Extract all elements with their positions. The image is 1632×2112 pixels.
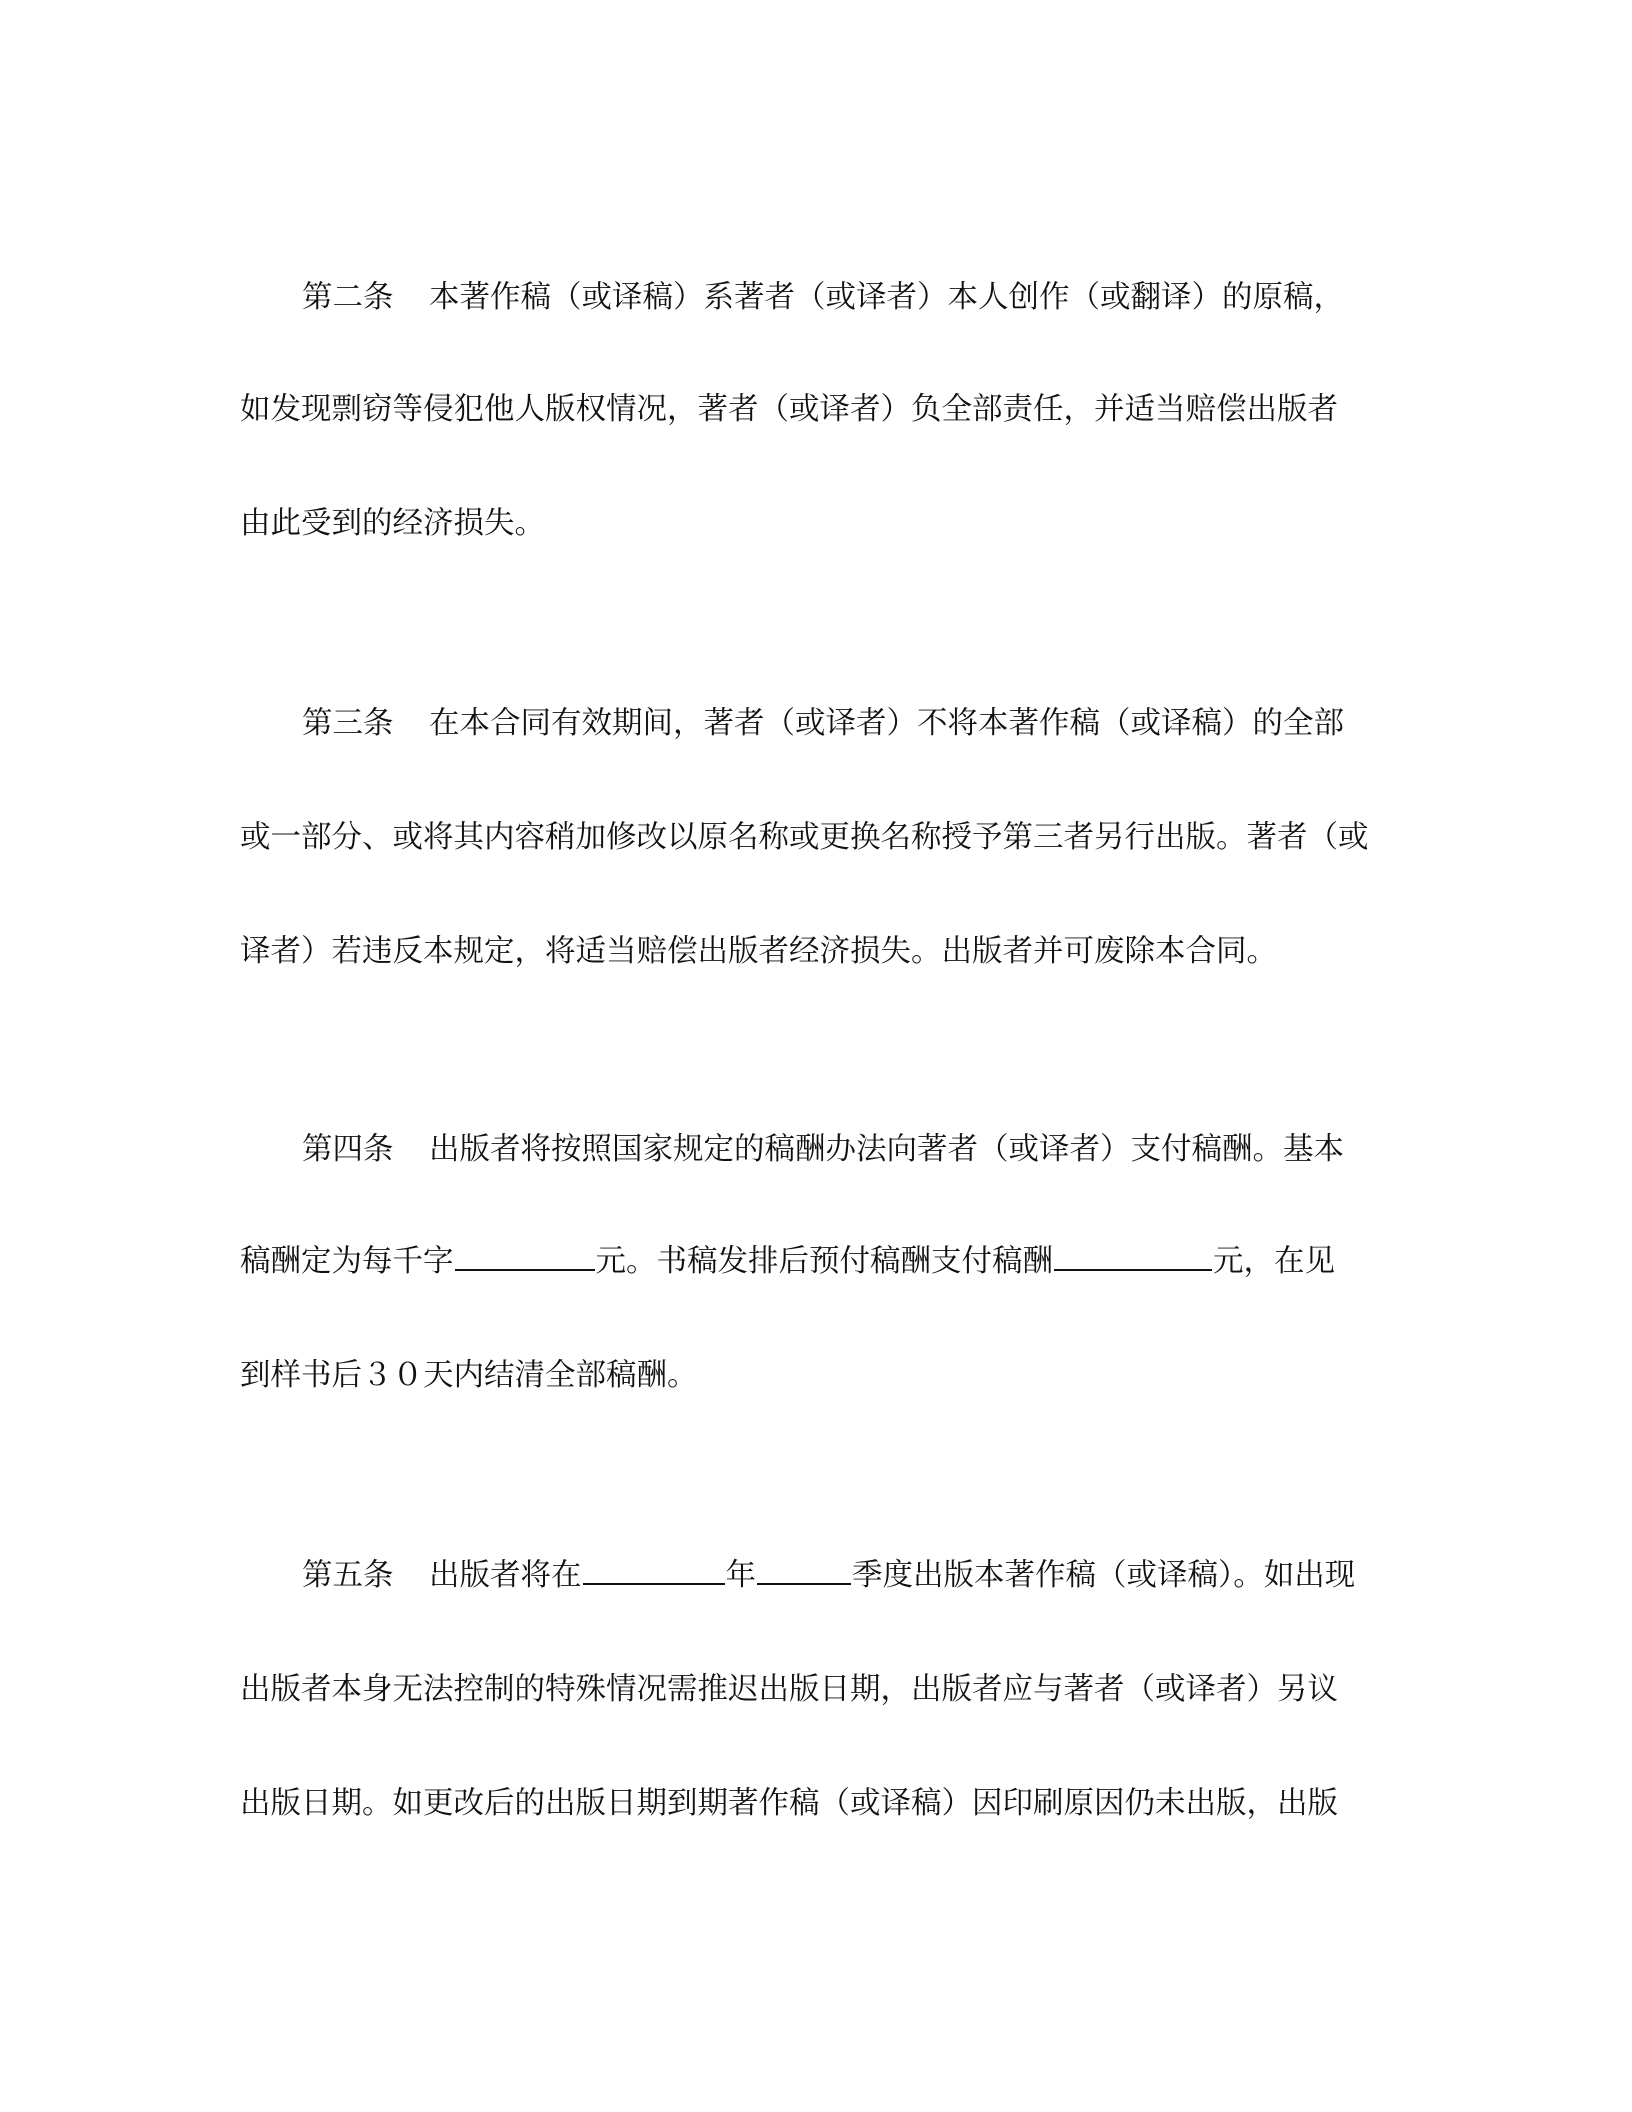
advance-payment-blank[interactable] [1054, 1239, 1212, 1271]
article-4-fill-text-2: 元。书稿发排后预付稿酬支付稿酬 [595, 1244, 1053, 1279]
article-4-text-3: 到样书后３０天内结清全部稿酬。 [240, 1358, 698, 1393]
article-3-line-2 [240, 808, 1380, 868]
article-3-line-3 [240, 922, 1380, 982]
article-4-line-1 [302, 1120, 1380, 1180]
article-5-line-2 [240, 1660, 1380, 1720]
article-2-line-3 [240, 494, 1380, 554]
article-5-line-1 [302, 1546, 1380, 1606]
article-3-text-3: 译者）若违反本规定，将适当赔偿出版者经济损失。出版者并可废除本合同。 [240, 934, 1277, 969]
article-3-label: 第三条 [302, 706, 394, 741]
publication-year-blank[interactable] [583, 1553, 725, 1585]
article-5-fill-text-3: 季度出版本著作稿（或译稿）。如出现 [852, 1558, 1356, 1593]
article-5-fill-text-1: 出版者将在 [429, 1558, 582, 1593]
article-4-line-3 [240, 1346, 1380, 1406]
article-2-text-1: 本著作稿（或译稿）系著者（或译者）本人创作（或翻译）的原稿， [429, 280, 1344, 315]
article-4-line-2 [240, 1232, 1380, 1292]
article-5-label: 第五条 [302, 1558, 394, 1593]
article-2-line-2 [240, 380, 1380, 440]
rate-per-thousand-blank[interactable] [455, 1239, 595, 1271]
article-5-fill-text-2: 年 [725, 1558, 756, 1593]
article-4-fill-text-3: 元，在见 [1213, 1244, 1335, 1279]
article-5-line-3 [240, 1774, 1380, 1834]
article-4-label: 第四条 [302, 1132, 394, 1167]
article-4-text-1: 出版者将按照国家规定的稿酬办法向著者（或译者）支付稿酬。基本 [429, 1132, 1344, 1167]
article-2-text-2: 如发现剽窃等侵犯他人版权情况，著者（或译者）负全部责任，并适当赔偿出版者 [240, 392, 1338, 427]
article-2-label: 第二条 [302, 280, 394, 315]
article-5-text-2: 出版者本身无法控制的特殊情况需推迟出版日期，出版者应与著者（或译者）另议 [240, 1672, 1338, 1707]
article-3-text-2: 或一部分、或将其内容稍加修改以原名称或更换名称授予第三者另行出版。著者（或 [240, 820, 1369, 855]
article-2-line-1 [302, 268, 1380, 328]
article-2-text-3: 由此受到的经济损失。 [240, 506, 545, 541]
publication-quarter-blank[interactable] [757, 1553, 851, 1585]
article-4-fill-text-1: 稿酬定为每千字 [240, 1244, 454, 1279]
article-5-text-3: 出版日期。如更改后的出版日期到期著作稿（或译稿）因印刷原因仍未出版，出版 [240, 1786, 1338, 1821]
article-3-line-1 [302, 694, 1380, 754]
article-3-text-1: 在本合同有效期间，著者（或译者）不将本著作稿（或译稿）的全部 [429, 706, 1344, 741]
